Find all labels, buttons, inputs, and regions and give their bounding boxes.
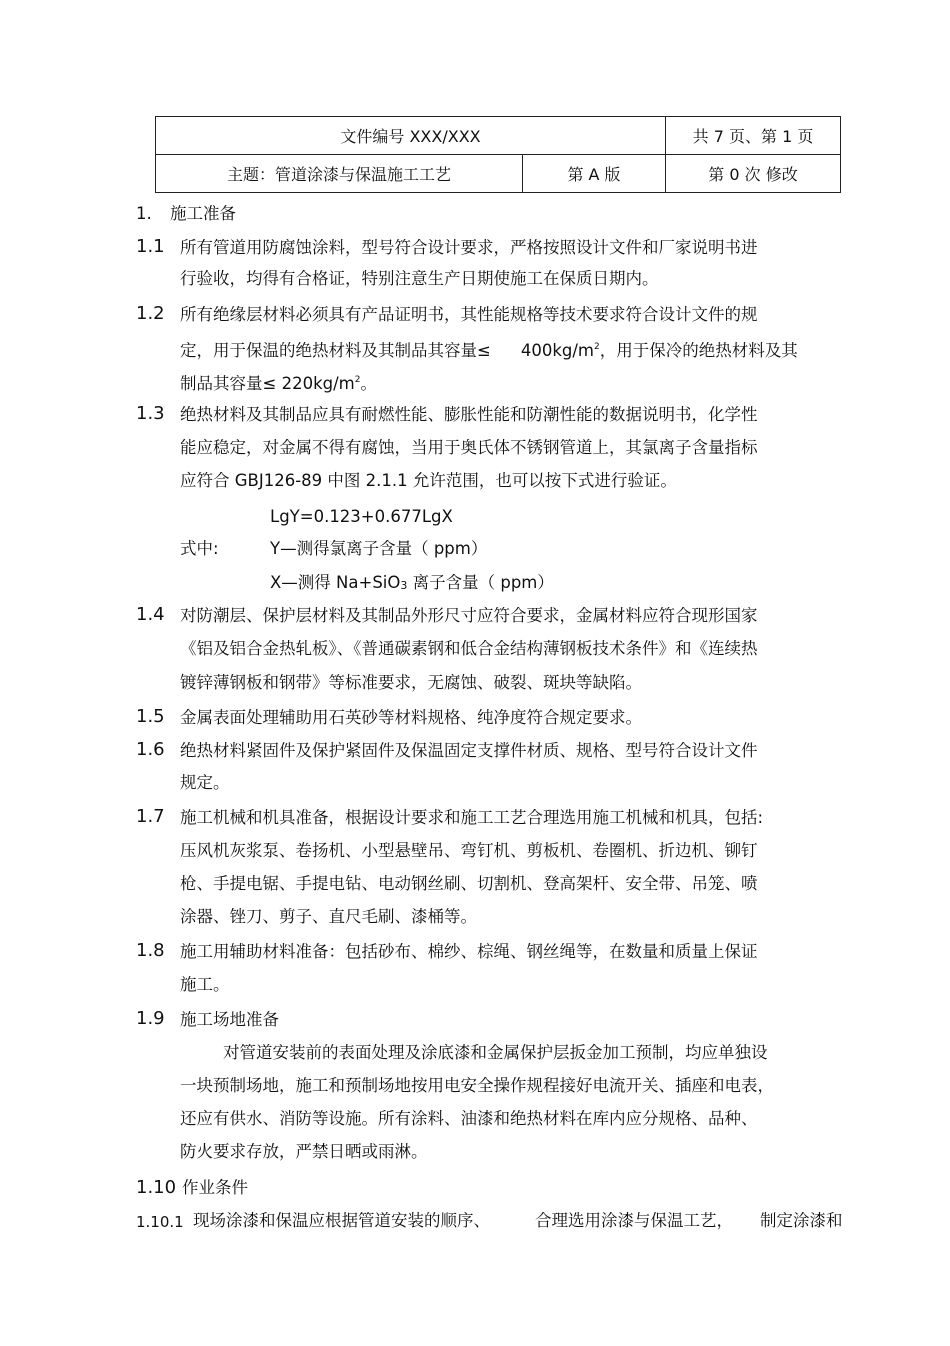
item-1-9-paragraph-line: 一块预制场地，施工和预制场地按用电安全操作规程接好电流开关、插座和电表， (180, 1076, 774, 1095)
doc-number-cell: 文件编号 XXX/XXX (156, 117, 666, 155)
item-1-5-line: 金属表面处理辅助用石英砂等材料规格、纯净度符合规定要求。 (180, 708, 642, 727)
revision-cell: 第 0 次 修改 (666, 155, 841, 193)
subject-cell: 主题：管道涂漆与保温施工工艺 (156, 155, 523, 193)
item-1-8-line: 施工用辅助材料准备：包括砂布、棉纱、棕绳、钢丝绳等，在数量和质量上保证 (180, 942, 758, 961)
item-1-8-line: 施工。 (180, 975, 230, 994)
item-1-1-number: 1.1 (136, 236, 165, 257)
item-1-7-line: 施工机械和机具准备，根据设计要求和施工工艺合理选用施工机械和机具，包括: (180, 808, 764, 827)
edition-cell: 第 A 版 (523, 155, 666, 193)
item-1-10-1-line: 现场涂漆和保温应根据管道安装的顺序、 (193, 1211, 490, 1230)
item-1-8-number: 1.8 (136, 940, 165, 961)
item-1-1-line: 所有管道用防腐蚀涂料，型号符合设计要求，严格按照设计文件和厂家说明书进 (180, 238, 758, 257)
item-1-10-1-line: 制定涂漆和 (760, 1211, 843, 1230)
item-1-4-line: 《铝及铝合金热轧板》、《普通碳素钢和低合金结构薄钢板技术条件》和《连续热 (180, 639, 758, 658)
item-1-2-number: 1.2 (136, 303, 165, 324)
formula-equation: LgY=0.123+0.677LgX (270, 507, 453, 526)
formula-y-definition: Y—测得氯离子含量（ ppm） (270, 539, 488, 558)
item-1-2-line: 定，用于保温的绝热材料及其制品其容量≤ $400kg/m^2$，用于保冷的绝热材料及其 (180, 341, 798, 360)
item-1-2-line: 所有绝缘层材料必须具有产品证明书，其性能规格等技术要求符合设计文件的规 (180, 305, 758, 324)
formula-x-definition: X—测得 Na+SiO$_3$ 离子含量（ ppm） (270, 573, 554, 592)
item-1-7-line: 压风机灰浆泵、卷扬机、小型悬壁吊、弯钉机、剪板机、卷圈机、折边机、铆钉 (180, 841, 758, 860)
page-count-cell: 共 7 页、第 1 页 (666, 117, 841, 155)
item-1-4-number: 1.4 (136, 604, 165, 625)
item-1-10-1-number: 1.10.1 (136, 1213, 184, 1231)
item-1-1-line: 行验收，均得有合格证，特别注意生产日期使施工在保质日期内。 (180, 269, 659, 288)
item-1-2-line: 制品其容量≤ $220kg/m^2$。 (180, 374, 377, 393)
item-1-6-line: 规定。 (180, 773, 230, 792)
item-1-7-line: 枪、手提电锯、手提电钻、电动钢丝刷、切割机、登高架杆、安全带、吊笼、喷 (180, 874, 758, 893)
item-1-3-number: 1.3 (136, 403, 165, 424)
item-1-6-line: 绝热材料紧固件及保护紧固件及保温固定支撑件材质、规格、型号符合设计文件 (180, 741, 758, 760)
section-1-title: 施工准备 (170, 204, 236, 223)
item-1-9-title: 施工场地准备 (180, 1010, 279, 1029)
item-1-10-1-line: 合理选用涂漆与保温工艺， (535, 1211, 733, 1230)
item-1-9-paragraph-line: 还应有供水、消防等设施。所有涂料、油漆和绝热材料在库内应分规格、品种、 (180, 1109, 758, 1128)
item-1-10-number: 1.10 (136, 1177, 177, 1198)
item-1-4-line: 对防潮层、保护层材料及其制品外形尺寸应符合要求，金属材料应符合现形国家 (180, 606, 758, 625)
item-1-3-line: 绝热材料及其制品应具有耐燃性能、膨胀性能和防潮性能的数据说明书，化学性 (180, 405, 758, 424)
item-1-10-title: 作业条件 (182, 1178, 248, 1197)
formula-where-label: 式中: (180, 539, 219, 558)
item-1-7-number: 1.7 (136, 806, 165, 827)
item-1-3-line: 能应稳定，对金属不得有腐蚀，当用于奥氏体不锈钢管道上，其氯离子含量指标 (180, 438, 758, 457)
item-1-9-number: 1.9 (136, 1008, 165, 1029)
section-1-number: 1. (136, 204, 152, 223)
item-1-6-number: 1.6 (136, 739, 165, 760)
header-table (155, 116, 841, 193)
item-1-9-paragraph-line: 防火要求存放，严禁日晒或雨淋。 (180, 1142, 428, 1161)
item-1-3-line: 应符合 GBJ126-89 中图 2.1.1 允许范围，也可以按下式进行验证。 (180, 471, 677, 490)
item-1-4-line: 镀锌薄钢板和钢带》等标准要求，无腐蚀、破裂、斑块等缺陷。 (180, 673, 642, 692)
item-1-7-line: 涂器、锉刀、剪子、直尺毛刷、漆桶等。 (180, 907, 477, 926)
item-1-5-number: 1.5 (136, 706, 165, 727)
item-1-9-paragraph-line: 对管道安装前的表面处理及涂底漆和金属保护层扳金加工预制，均应单独设 (223, 1043, 768, 1062)
